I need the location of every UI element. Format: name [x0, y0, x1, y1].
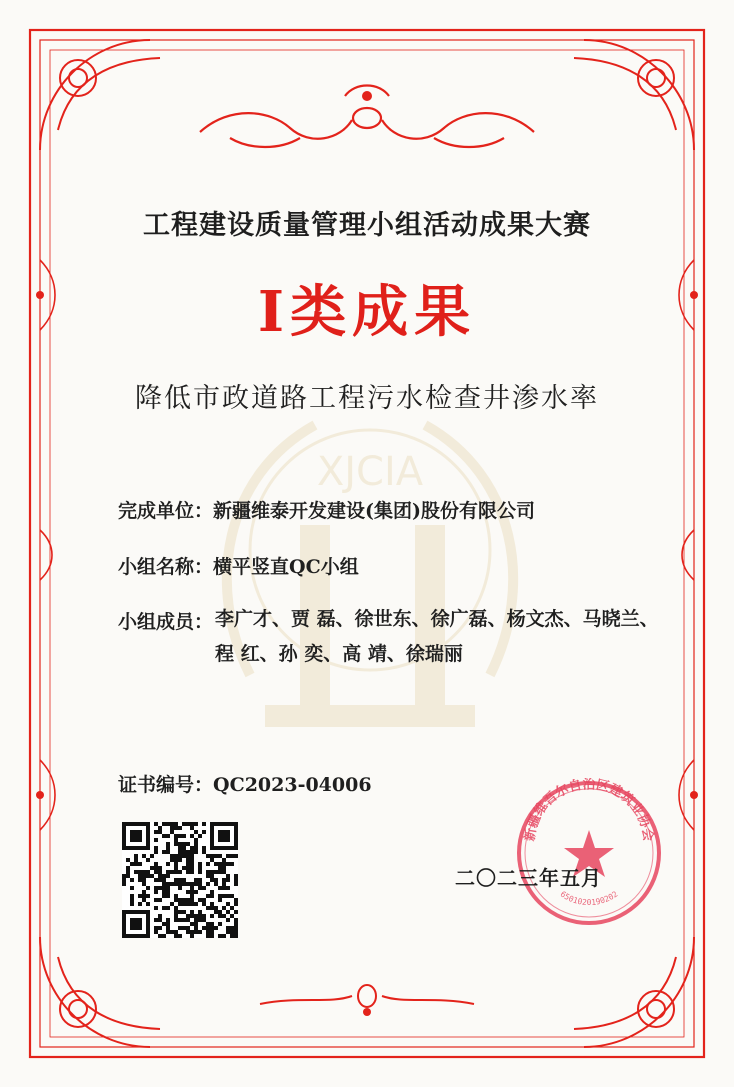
- award-grade: Ⅰ类成果: [257, 279, 477, 345]
- project-name: 降低市政道路工程污水检查井渗水率: [135, 383, 599, 414]
- completion-unit-value: 新疆维泰开发建设(集团)股份有限公司: [213, 500, 535, 522]
- certificate-number-label: 证书编号：: [118, 774, 214, 796]
- certificate-number: [118, 770, 372, 797]
- seal-text: 新疆维吾尔自治区建筑业协会: [522, 778, 656, 843]
- group-members-line-1: 李广才、贾 磊、徐世东、徐广磊、杨文杰、马晓兰、: [215, 608, 659, 630]
- watermark-text: XJCIA: [316, 449, 424, 495]
- group-name-label: 小组名称：: [118, 556, 214, 578]
- completion-unit: [118, 496, 535, 523]
- group-name-value: 横平竖直QC小组: [213, 556, 359, 578]
- qr-code-icon: [122, 822, 238, 938]
- group-members-label: 小组成员：: [118, 611, 214, 633]
- group-members: [118, 607, 659, 665]
- seal-number: 6501020190202: [558, 889, 620, 908]
- competition-title: 工程建设质量管理小组活动成果大赛: [143, 210, 591, 241]
- certificate-number-value: QC2023-04006: [213, 774, 372, 796]
- official-seal-icon: [514, 778, 664, 928]
- completion-unit-label: 完成单位：: [118, 500, 214, 522]
- svg-text:6501020190202: [559, 889, 620, 907]
- issue-date: 二〇二三年五月: [455, 866, 602, 890]
- group-name: [118, 552, 359, 579]
- group-members-line-2: 程 红、孙 奕、高 靖、徐瑞丽: [215, 643, 463, 665]
